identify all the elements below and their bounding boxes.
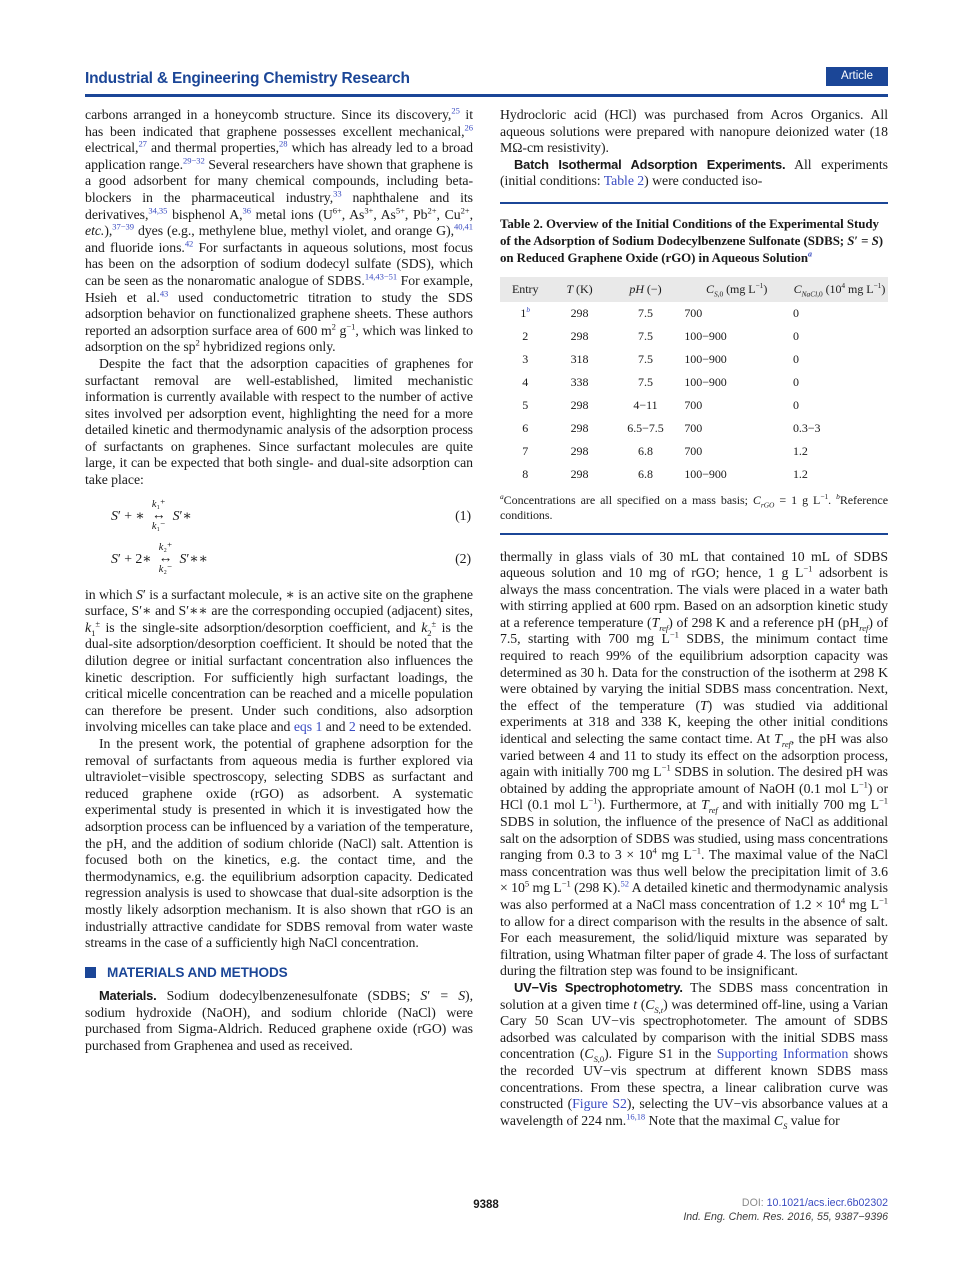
- column-header: T (K): [566, 282, 593, 297]
- table-cell: 6.8: [638, 466, 653, 481]
- table-cell: 298: [570, 443, 589, 458]
- table-row: [500, 348, 888, 371]
- table-cell: 7.5: [638, 306, 653, 321]
- ref-link[interactable]: 36: [242, 204, 251, 215]
- paragraph-uv-vis: UV−Vis Spectrophotometry. The SDBS mass concentration in solution at a given time t $(C_{S,t})$ was determined off-line, using a Varian Cary 50 Scan UV−vis spectrophotometer. The amount of SDBS adsorbed was calculated by comparison with the initial SDBS mass concentration $(C_{S,0})$. Figure S1 in the Supporting Information shows the recorded UV−vis spectrum at different known SDBS mass concentrations. From these spectra, a linear calibration curve was constructed (Figure S2), selecting the UV−vis absorbance values at a wavelength of 224 nm.$^{16,18}$ Note that the maximal $C_S$ value for: [500, 979, 888, 1131]
- equation-number: (2): [455, 551, 471, 567]
- eq2-link[interactable]: 2: [348, 719, 356, 735]
- table-cell: 1.2: [792, 466, 808, 481]
- table-cell: 700: [684, 420, 703, 435]
- table-cell: 6.5−7.5: [627, 420, 664, 435]
- equation-number: (1): [455, 507, 471, 523]
- ref-link[interactable]: 42: [184, 238, 194, 249]
- table-cell: 298: [570, 306, 589, 321]
- table-row: [500, 394, 888, 417]
- table-cell: 7: [522, 443, 529, 458]
- rate-constant-reverse: k₁⁻: [151, 520, 166, 532]
- equilibrium-arrow-icon: ↔: [151, 507, 166, 523]
- table2-top-rule: [500, 202, 888, 204]
- table-cell: 0: [792, 352, 799, 367]
- table-cell: 700: [684, 443, 703, 458]
- table-cell: 338: [570, 375, 589, 390]
- ref-link[interactable]: 52: [620, 878, 629, 889]
- equation-2-expression: [111, 543, 208, 575]
- column-header: pH (−): [629, 282, 662, 297]
- table2-footnote: $^a$Concentrations are all specified on a mass basis; $C_{rGO} = 1$ g $L^{-1}$. $^b$Reference conditions.: [500, 493, 888, 535]
- ref-link[interactable]: 37−39: [112, 221, 134, 232]
- equation-lhs: S′ + 2∗: [111, 551, 152, 567]
- table-cell: 8: [522, 466, 529, 481]
- ref-link[interactable]: 40,41: [454, 221, 473, 232]
- table2-body: [500, 302, 888, 486]
- footer-citation-block: [683, 1197, 888, 1224]
- rate-constant-forward: k₂⁺: [158, 542, 173, 554]
- table-cell: 298: [570, 398, 589, 413]
- table-cell: 7.5: [638, 375, 653, 390]
- column-header: Entry: [512, 282, 539, 297]
- paragraph-materials-continued: Hydrocloric acid (HCl) was purchased from Acros Organics. All aqueous solutions were prepared with nanopure deionized water (18 MΩ-cm resistivity).: [500, 107, 888, 156]
- table-cell: 0: [792, 375, 799, 390]
- paragraph-batch-experiments: Batch Isothermal Adsorption Experiments. All experiments (initial conditions: Table 2) were conducted iso-: [500, 156, 888, 189]
- table-cell: 2: [522, 329, 529, 344]
- table-cell: 1.2: [792, 443, 808, 458]
- paragraph-motivation: Despite the fact that the adsorption capacities of graphenes for surfactant removal are well-established, limited mechanistic information is currently available with respect to the number of active sites involved per adsorption event, highlighting the need for a more detailed kinetic and thermodynamic analysis of the adsorption process of surfactants on graphenes. Since surfactant molecules are quite large, it can be expected that both single- and dual-site adsorption can take place:: [85, 355, 473, 488]
- doi-link[interactable]: 10.1021/acs.iecr.6b02302: [766, 1197, 888, 1209]
- table-cell: 6.8: [638, 443, 653, 458]
- table2-title: Table 2. Overview of the Initial Conditions of the Experimental Study of the Adsorption of Sodium Dodecylbenzene Sulfonate (SDBS; S′ = S) on Reduced Graphene Oxide (rGO) in Aqueous Solution$^a$: [500, 216, 883, 265]
- section-heading-materials-and-methods: [85, 965, 473, 982]
- table-cell: 318: [570, 352, 589, 367]
- table-cell: 6: [522, 420, 529, 435]
- equation-rhs: S′∗: [172, 507, 192, 523]
- table2-head: [500, 277, 888, 302]
- table-cell: 100−900: [684, 375, 727, 390]
- table-cell: 100−900: [684, 352, 727, 367]
- page-header: [85, 68, 888, 96]
- table-row: [500, 302, 888, 325]
- table-cell: 700: [684, 398, 703, 413]
- doi-label: DOI:: [741, 1197, 764, 1209]
- section-heading-label: MATERIALS AND METHODS: [107, 964, 288, 980]
- paragraph-materials: Materials. Sodium dodecylbenzenesulfonate (SDBS; S′ = S), sodium hydroxide (NaOH), and sodium chloride (NaCl) were purchased from Sigma-Aldrich. Reduced graphene oxide (rGO) was purchased from Graphenea and used as received.: [85, 988, 473, 1054]
- table-cell: 298: [570, 466, 589, 481]
- equation-lhs: S′ + ∗: [111, 507, 145, 523]
- page-number: 9388: [473, 1199, 499, 1211]
- table-row: [500, 463, 888, 486]
- eq1-link[interactable]: eqs 1: [293, 719, 323, 735]
- ref-link[interactable]: 33: [333, 188, 342, 199]
- equation-1-expression: [111, 500, 192, 532]
- article-type-badge: Article: [826, 67, 888, 86]
- table2: [500, 277, 888, 485]
- ref-link[interactable]: 43: [159, 287, 169, 298]
- ref-link[interactable]: 14,43−51: [364, 271, 398, 282]
- table-cell: 4−11: [633, 398, 658, 413]
- table-cell: 700: [684, 306, 703, 321]
- table-row: [500, 325, 888, 348]
- table-cell: 100−900: [684, 329, 727, 344]
- ref-link[interactable]: 25: [451, 105, 460, 116]
- table2-header-row: [500, 277, 888, 302]
- article-body: [85, 107, 888, 1129]
- section-square-icon: [85, 967, 96, 978]
- ref-link[interactable]: 26: [464, 122, 473, 132]
- table-cell: 298: [570, 420, 589, 435]
- ref-link[interactable]: 16,18: [626, 1111, 646, 1122]
- column-header: $C_{S,0}$ (mg $L^{-1}$): [706, 281, 768, 299]
- equation-2: [85, 543, 473, 575]
- table-cell: 0: [792, 398, 799, 413]
- table-row: [500, 371, 888, 394]
- paragraph-intro-continued: carbons arranged in a honeycomb structure. Since its discovery,$^{25}$ it has been indicated that graphene possesses excellent mechanical,$^{26}$ electrical,$^{27}$ and thermal properties,$^{28}$ which has already led to a broad application range.$^{29-32}$ Several researchers have shown that graphene is a good adsorbent for many chemical compounds, including beta-blockers in the pharmaceutical industry,$^{33}$ naphthalene and its derivatives,$^{34,35}$ bisphenol A,$^{36}$ metal ions ($U^{6+}$, $As^{3+}$, $As^{5+}$, $Pb^{2+}$, $Cu^{2+}$, etc.),$^{37-39}$ dyes (e.g., methylene blue, methyl violet, and orange G),$^{40,41}$ and fluoride ions.$^{42}$ For surfactants in aqueous solutions, most focus has been on the adsorption of sodium dodecyl sulfate (SDS), which can be seen as the nonaromatic analogue of SDBS.$^{14,43-51}$ For example, Hsieh et al.$^{43}$ used conductometric titration to study the SDS adsorption behavior on functionalized graphene sheets. These authors reported an adsorption surface area of 600 $m^2$ $g^{-1}$, which was linked to adsorption on the $sp^2$ hybridized regions only.: [85, 105, 474, 355]
- table2-link[interactable]: Table 2: [603, 173, 645, 189]
- table-cell: 5: [522, 398, 529, 413]
- doi-line: [683, 1197, 888, 1211]
- header-rule: [85, 94, 888, 97]
- column-right: [500, 107, 888, 1129]
- table-cell: 7.5: [638, 329, 653, 344]
- paragraph-present-work: In the present work, the potential of graphene adsorption for the removal of surfactants from aqueous media is further explored via ultraviolet−visible spectroscopy, selecting SDBS as surfactant and reduced graphene oxide (rGO) as adsorbent. A systematic experimental study is presented in which it is investigated how the adsorption process can be influenced by a variation of the temperature, the pH, and the addition of sodium chloride (NaCl) salt. Attention is focused both on the kinetics, e.g. the contact time, and the thermodynamics, e.g. the equilibrium adsorption capacity. Dedicated regression analysis is used to showcase that dual-site adsorption is the mostly likely adsorption mechanism. It is also shown that rGO is an industrially attractive candidate for SDBS removal from water waste streams in the case of a sufficiently high NaCl concentration.: [85, 735, 473, 951]
- equilibrium-relation: [152, 500, 166, 532]
- ref-link[interactable]: 27: [138, 138, 147, 149]
- table-cell: 100−900: [684, 466, 727, 481]
- ref-link[interactable]: 29−32: [183, 155, 205, 166]
- table-cell: 0.3−3: [792, 420, 821, 435]
- journal-title: Industrial & Engineering Chemistry Research: [85, 70, 410, 87]
- table-cell: 0: [792, 306, 799, 321]
- rate-constant-forward: k₁⁺: [151, 498, 166, 510]
- table-cell: 4: [522, 375, 529, 390]
- journal-citation: Ind. Eng. Chem. Res. 2016, 55, 9387−9396: [683, 1210, 888, 1223]
- paragraph-batch-experiments-continued: thermally in glass vials of 30 mL that contained 10 mL of SDBS aqueous solution and 10 mg of rGO; hence, 1 g $L^{-1}$ adsorbent is always the mass concentration. The vials were placed in a water bath with stirring applied at 600 rpm. Based on an adsorption kinetic study at a reference temperature $(T_{ref})$ of 298 K and a reference pH $(pH_{ref})$ of 7.5, starting with 700 mg $L^{-1}$ SDBS, the minimum contact time required to reach 99% of the equilibrium adsorption capacity was determined as 30 h. Data for the construction of the isotherm at 298 K were obtained by varying the initial SDBS mass concentration. Next, the effect of the temperature (T) was studied via additional experiments at 318 and 338 K, keeping the other initial conditions identical and selecting the same contact time. At $T_{ref}$, the pH was also varied between 4 and 11 to study its effect on the adsorption process, again with initially 700 mg $L^{-1}$ SDBS in solution. The desired pH was obtained by adding the appropriate amount of NaOH (0.1 mol $L^{-1}$) or HCl (0.1 mol $L^{-1}$). Furthermore, at $T_{ref}$ and with initially 700 mg $L^{-1}$ SDBS in solution, the influence of the presence of NaCl as additional salt on the adsorption of SDBS was studied, using mass concentrations ranging from 0.3 to $3 \times 10^4$ mg $L^{-1}$. The maximal value of the NaCl mass concentration was thus well below the precipitation limit of $3.6 \times 10^5$ mg $L^{-1}$ (298 K).$^{52}$ A detailed kinetic and thermodynamic analysis was also performed at a NaCl mass concentration of $1.2 \times 10^4$ mg $L^{-1}$ to allow for a direct comparison with the results in the absence of salt. For each measurement, the solid/liquid mixture was separated by filtration, using Whatman filter paper of grade 4. The loss of surfactant during the filtration step was found to be insignificant.: [500, 548, 889, 979]
- supporting-information-link[interactable]: Supporting Information: [716, 1046, 849, 1062]
- ref-link[interactable]: 28: [278, 138, 288, 149]
- table-cell: 3: [522, 352, 529, 367]
- figure-s2-link[interactable]: Figure S2: [572, 1096, 627, 1112]
- table-cell: 7.5: [638, 352, 653, 367]
- rate-constant-reverse: k₂⁻: [158, 564, 173, 576]
- table-row: [500, 440, 888, 463]
- table-cell: 1$^b$: [520, 305, 531, 321]
- table2-block: [500, 202, 888, 535]
- equilibrium-relation: [159, 543, 173, 575]
- table-cell: 298: [570, 329, 589, 344]
- ref-link[interactable]: 34,35: [148, 204, 168, 215]
- table-row: [500, 417, 888, 440]
- table-cell: 0: [792, 329, 799, 344]
- equation-1: [85, 500, 473, 532]
- equation-rhs: S′∗∗: [179, 551, 208, 567]
- equilibrium-arrow-icon: ↔: [158, 551, 173, 567]
- column-header: $C_{NaCl,0}$ ($10^4$ mg $L^{-1}$): [793, 281, 886, 299]
- column-left: [85, 107, 473, 1129]
- paragraph-equation-explanation: in which S′ is a surfactant molecule, ∗ is an active site on the graphene surface, S′∗ and S′∗∗ are the corresponding occupied (adjacent) sites, $k_1^\pm$ is the single-site adsorption/desorption coefficient, and $k_2^\pm$ is the dual-site adsorption/desorption coefficient. It should be noted that the dilution degree or initial surfactant concentration also influences the kinetic description. For sufficiently high surfactant loadings, the critical micelle concentration can be reached and a micelle population can therefore be present. Under such conditions, also adsorption involving micelles can take place and eqs 1 and 2 need to be extended.: [85, 586, 473, 735]
